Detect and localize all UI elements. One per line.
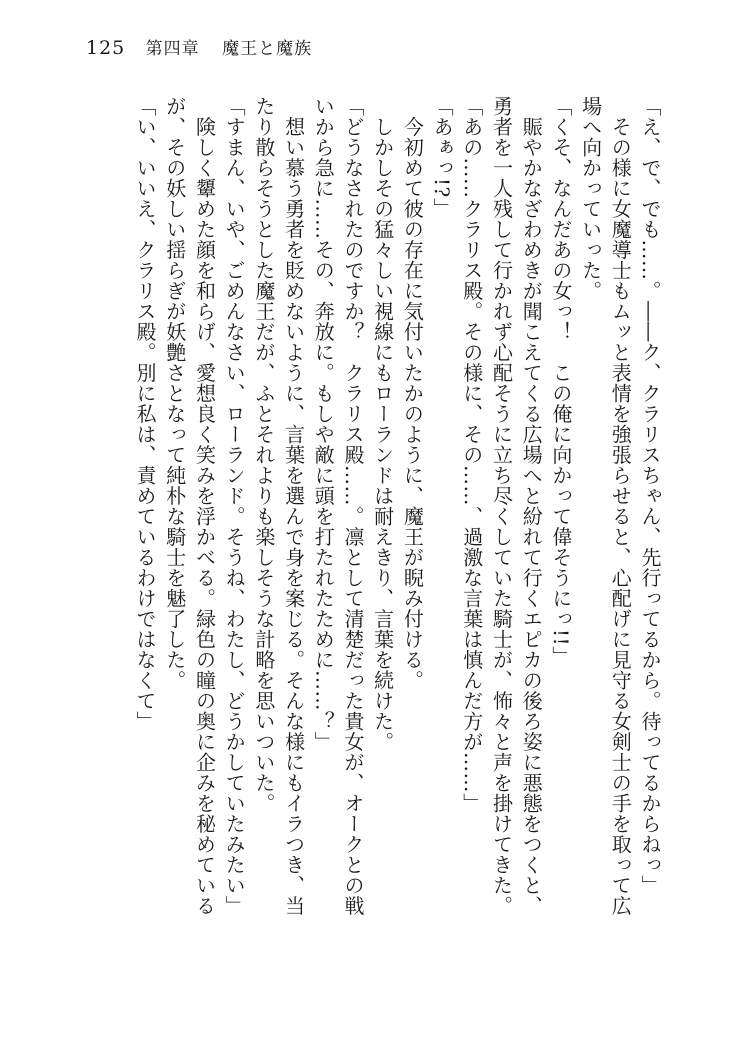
text-line: 賑やかなざわめきが聞こえてくる広場へと紛れて行くエピカの後ろ姿に悪態をつくと、 [519, 96, 544, 916]
text-line: 「あの……クラリス殿。その様に、その……、過激な言葉は慎んだ方が……」 [459, 96, 484, 814]
text-line: 「くそ、なんだあの女っ！ この俺に向かって偉そうにっ!!」 [548, 96, 573, 667]
chapter-title: 魔王と魔族 [222, 39, 313, 59]
text-line: 険しく顰めた顔を和らげ、愛想良く笑みを浮かべる。緑色の瞳の奥に企みを秘めている [192, 96, 217, 916]
vertical-body-text [84, 96, 664, 966]
text-line: 「あぁっ!?」 [430, 96, 455, 219]
text-line: 「え、で、でも……。――ク、クラリスちゃん、先行ってるから。待ってるからねっ」 [638, 96, 662, 896]
running-header [86, 34, 312, 59]
text-line: が、その妖しい揺らぎが妖艶さとなって純朴な騎士を魅了した。 [162, 96, 187, 691]
text-line: しかしその猛々しい視線にもローランドは耐えきり、言葉を続けた。 [370, 96, 395, 752]
text-line: 今初めて彼の存在に気付いたかのように、魔王が睨み付ける。 [400, 96, 425, 691]
text-line: いから急に……その、奔放に。もしや敵に頭を打たれたために……？」 [311, 96, 336, 752]
chapter-label: 第四章 [145, 39, 200, 59]
page-number: 125 [86, 37, 126, 59]
text-line: たり散らそうとした魔王だが、ふとそれよりも楽しそうな計略を思いついた。 [251, 96, 276, 814]
text-line: 場へ向かっていった。 [578, 96, 603, 301]
text-line: 「い、いいえ、クラリス殿。別に私は、責めているわけではなくて」 [133, 96, 158, 732]
text-line: 「すまん、いや、ごめんなさい、ローランド。そうね、わたし、どうかしていたみたい」 [222, 96, 247, 916]
text-line: その様に女魔導士もムッと表情を強張らせると、心配げに見守る女剣士の手を取って広 [608, 96, 633, 916]
text-line: 「どうなされたのですか？ クラリス殿……。凛として清楚だった貴女が、オークとの戦 [340, 96, 365, 916]
text-line: 想い慕う勇者を貶めないように、言葉を選んで身を案じる。そんな様にもイラつき、当 [281, 96, 306, 916]
text-line: 勇者を一人残して行かれず心配そうに立ち尽くしていた騎士が、怖々と声を掛けてきた。 [489, 96, 514, 916]
